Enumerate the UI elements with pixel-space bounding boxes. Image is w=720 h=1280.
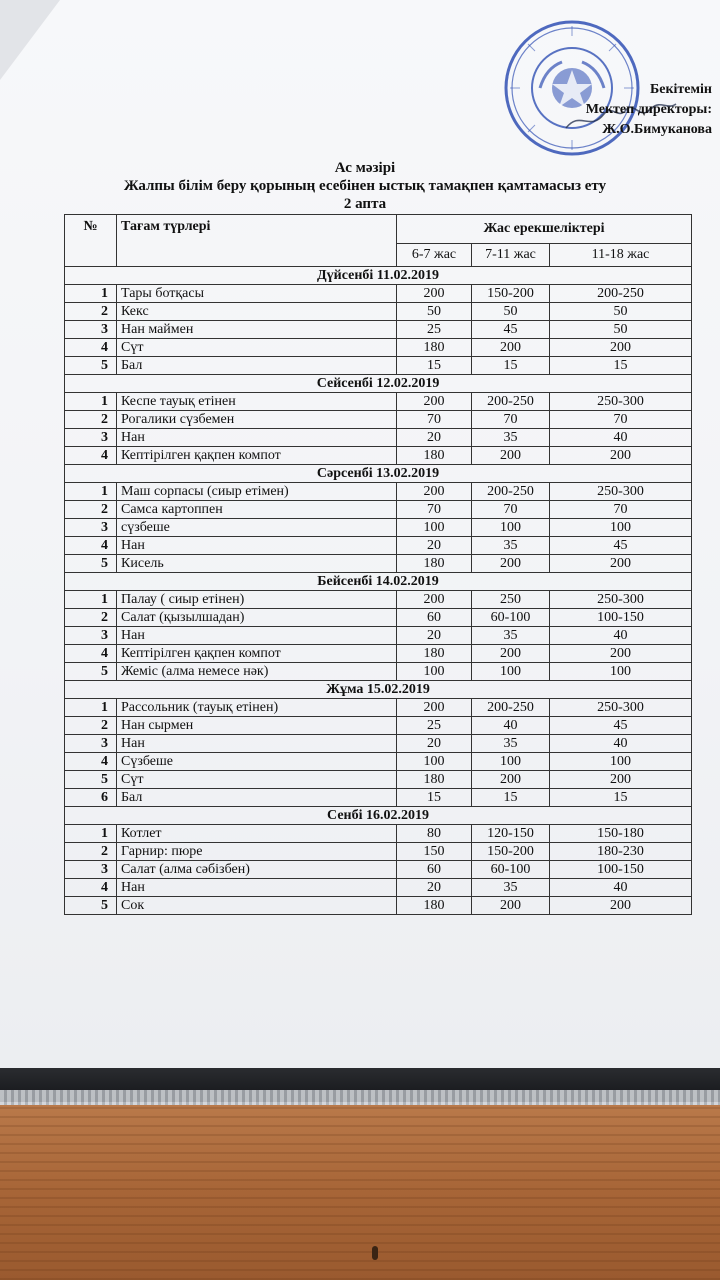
portion-11-18: 250-300 bbox=[550, 483, 692, 501]
portion-6-7: 80 bbox=[397, 825, 472, 843]
table-row bbox=[65, 537, 692, 555]
portion-7-11: 70 bbox=[472, 501, 550, 519]
day-header-row bbox=[65, 375, 692, 393]
portion-6-7: 180 bbox=[397, 339, 472, 357]
wooden-table-surface bbox=[0, 1105, 720, 1280]
table-row bbox=[65, 645, 692, 663]
portion-6-7: 60 bbox=[397, 609, 472, 627]
portion-7-11: 200-250 bbox=[472, 393, 550, 411]
portion-7-11: 50 bbox=[472, 303, 550, 321]
row-number: 4 bbox=[65, 339, 117, 357]
portion-11-18: 100-150 bbox=[550, 609, 692, 627]
dish-name: Сүт bbox=[117, 339, 397, 357]
table-row bbox=[65, 753, 692, 771]
row-number: 5 bbox=[65, 555, 117, 573]
table-row bbox=[65, 717, 692, 735]
portion-7-11: 200 bbox=[472, 555, 550, 573]
row-number: 4 bbox=[65, 447, 117, 465]
table-row bbox=[65, 555, 692, 573]
portion-7-11: 100 bbox=[472, 663, 550, 681]
portion-7-11: 200-250 bbox=[472, 699, 550, 717]
portion-7-11: 35 bbox=[472, 735, 550, 753]
portion-11-18: 100 bbox=[550, 663, 692, 681]
row-number: 1 bbox=[65, 699, 117, 717]
portion-7-11: 200 bbox=[472, 897, 550, 915]
portion-6-7: 150 bbox=[397, 843, 472, 861]
row-number: 1 bbox=[65, 825, 117, 843]
row-number: 3 bbox=[65, 735, 117, 753]
portion-11-18: 180-230 bbox=[550, 843, 692, 861]
table-row bbox=[65, 663, 692, 681]
document-subtitle: Жалпы білім беру қорының есебінен ыстық тамақпен қамтамасыз ету bbox=[123, 178, 607, 194]
day-label: Сәрсенбі 13.02.2019 bbox=[65, 465, 692, 483]
dish-name: Маш сорпасы (сиыр етімен) bbox=[117, 483, 397, 501]
portion-6-7: 25 bbox=[397, 321, 472, 339]
dish-name: Бал bbox=[117, 789, 397, 807]
dish-name: Нан bbox=[117, 735, 397, 753]
dish-name: Жеміс (алма немесе нәк) bbox=[117, 663, 397, 681]
portion-6-7: 70 bbox=[397, 501, 472, 519]
day-label: Дүйсенбі 11.02.2019 bbox=[65, 267, 692, 285]
table-row bbox=[65, 591, 692, 609]
portion-7-11: 200 bbox=[472, 447, 550, 465]
portion-6-7: 20 bbox=[397, 735, 472, 753]
portion-7-11: 35 bbox=[472, 627, 550, 645]
table-row bbox=[65, 501, 692, 519]
dish-name: Самса картоппен bbox=[117, 501, 397, 519]
portion-6-7: 180 bbox=[397, 645, 472, 663]
portion-6-7: 180 bbox=[397, 771, 472, 789]
portion-11-18: 15 bbox=[550, 357, 692, 375]
portion-7-11: 200 bbox=[472, 645, 550, 663]
portion-6-7: 180 bbox=[397, 897, 472, 915]
portion-6-7: 20 bbox=[397, 627, 472, 645]
table-row bbox=[65, 609, 692, 627]
row-number: 3 bbox=[65, 627, 117, 645]
portion-6-7: 60 bbox=[397, 861, 472, 879]
dish-name: Котлет bbox=[117, 825, 397, 843]
portion-11-18: 150-180 bbox=[550, 825, 692, 843]
portion-6-7: 200 bbox=[397, 393, 472, 411]
portion-6-7: 20 bbox=[397, 429, 472, 447]
header-age-6-7: 6-7 жас bbox=[397, 244, 472, 267]
portion-11-18: 250-300 bbox=[550, 591, 692, 609]
portion-11-18: 250-300 bbox=[550, 699, 692, 717]
day-header-row bbox=[65, 681, 692, 699]
table-row bbox=[65, 447, 692, 465]
table-row bbox=[65, 393, 692, 411]
portion-11-18: 200 bbox=[550, 447, 692, 465]
day-label: Бейсенбі 14.02.2019 bbox=[65, 573, 692, 591]
portion-11-18: 70 bbox=[550, 501, 692, 519]
dish-name: Кекс bbox=[117, 303, 397, 321]
menu-table bbox=[64, 214, 692, 915]
portion-7-11: 60-100 bbox=[472, 609, 550, 627]
row-number: 4 bbox=[65, 645, 117, 663]
table-row bbox=[65, 321, 692, 339]
week-label: 2 апта bbox=[343, 196, 387, 212]
header-dish: Тағам түрлері bbox=[117, 215, 397, 267]
portion-7-11: 150-200 bbox=[472, 843, 550, 861]
portion-6-7: 200 bbox=[397, 285, 472, 303]
day-header-row bbox=[65, 267, 692, 285]
table-row bbox=[65, 771, 692, 789]
portion-11-18: 200 bbox=[550, 897, 692, 915]
portion-7-11: 45 bbox=[472, 321, 550, 339]
portion-7-11: 35 bbox=[472, 537, 550, 555]
table-row bbox=[65, 285, 692, 303]
portion-7-11: 15 bbox=[472, 357, 550, 375]
row-number: 2 bbox=[65, 609, 117, 627]
portion-6-7: 50 bbox=[397, 303, 472, 321]
header-no: № bbox=[65, 215, 117, 267]
table-row bbox=[65, 339, 692, 357]
row-number: 3 bbox=[65, 321, 117, 339]
table-row bbox=[65, 699, 692, 717]
table-row bbox=[65, 627, 692, 645]
portion-7-11: 120-150 bbox=[472, 825, 550, 843]
portion-6-7: 100 bbox=[397, 753, 472, 771]
portion-6-7: 25 bbox=[397, 717, 472, 735]
folded-corner bbox=[0, 0, 60, 80]
day-header-row bbox=[65, 573, 692, 591]
table-row bbox=[65, 861, 692, 879]
dish-name: Кептірілген қақпен компот bbox=[117, 447, 397, 465]
row-number: 3 bbox=[65, 861, 117, 879]
dish-name: Нан маймен bbox=[117, 321, 397, 339]
dish-name: Сүзбеше bbox=[117, 753, 397, 771]
row-number: 2 bbox=[65, 843, 117, 861]
portion-11-18: 40 bbox=[550, 627, 692, 645]
dish-name: Гарнир: пюре bbox=[117, 843, 397, 861]
portion-11-18: 50 bbox=[550, 321, 692, 339]
row-number: 5 bbox=[65, 897, 117, 915]
row-number: 2 bbox=[65, 717, 117, 735]
dish-name: Кептірілген қақпен компот bbox=[117, 645, 397, 663]
portion-11-18: 40 bbox=[550, 429, 692, 447]
row-number: 1 bbox=[65, 591, 117, 609]
header-age-7-11: 7-11 жас bbox=[472, 244, 550, 267]
portion-11-18: 200 bbox=[550, 339, 692, 357]
portion-7-11: 200-250 bbox=[472, 483, 550, 501]
portion-11-18: 100-150 bbox=[550, 861, 692, 879]
approval-line-1: Бекітемін bbox=[649, 82, 712, 97]
portion-6-7: 200 bbox=[397, 483, 472, 501]
day-header-row bbox=[65, 807, 692, 825]
portion-7-11: 35 bbox=[472, 879, 550, 897]
table-row bbox=[65, 519, 692, 537]
row-number: 3 bbox=[65, 519, 117, 537]
row-number: 1 bbox=[65, 393, 117, 411]
row-number: 5 bbox=[65, 771, 117, 789]
portion-11-18: 50 bbox=[550, 303, 692, 321]
portion-6-7: 180 bbox=[397, 447, 472, 465]
portion-6-7: 200 bbox=[397, 591, 472, 609]
day-header-row bbox=[65, 465, 692, 483]
table-row bbox=[65, 429, 692, 447]
day-label: Жұма 15.02.2019 bbox=[65, 681, 692, 699]
row-number: 1 bbox=[65, 483, 117, 501]
portion-6-7: 15 bbox=[397, 357, 472, 375]
portion-7-11: 15 bbox=[472, 789, 550, 807]
dish-name: Салат (қызылшадан) bbox=[117, 609, 397, 627]
portion-11-18: 70 bbox=[550, 411, 692, 429]
portion-6-7: 15 bbox=[397, 789, 472, 807]
portion-7-11: 150-200 bbox=[472, 285, 550, 303]
approval-line-2: Мектеп директоры: bbox=[585, 102, 712, 117]
portion-7-11: 35 bbox=[472, 429, 550, 447]
row-number: 1 bbox=[65, 285, 117, 303]
table-row bbox=[65, 303, 692, 321]
row-number: 3 bbox=[65, 429, 117, 447]
portion-11-18: 45 bbox=[550, 537, 692, 555]
portion-11-18: 40 bbox=[550, 879, 692, 897]
dish-name: Салат (алма сәбізбен) bbox=[117, 861, 397, 879]
table-row bbox=[65, 843, 692, 861]
portion-6-7: 200 bbox=[397, 699, 472, 717]
dish-name: Палау ( сиыр етінен) bbox=[117, 591, 397, 609]
portion-7-11: 40 bbox=[472, 717, 550, 735]
dish-name: Рогалики сүзбемен bbox=[117, 411, 397, 429]
row-number: 6 bbox=[65, 789, 117, 807]
approval-block bbox=[556, 80, 712, 140]
table-row bbox=[65, 357, 692, 375]
table-row bbox=[65, 735, 692, 753]
table-row bbox=[65, 483, 692, 501]
portion-6-7: 70 bbox=[397, 411, 472, 429]
dish-name: Сүт bbox=[117, 771, 397, 789]
wood-knot bbox=[372, 1246, 378, 1260]
dish-name: Нан bbox=[117, 537, 397, 555]
table-row bbox=[65, 825, 692, 843]
row-number: 4 bbox=[65, 879, 117, 897]
dish-name: Кеспе тауық етінен bbox=[117, 393, 397, 411]
dish-name: Сок bbox=[117, 897, 397, 915]
row-number: 4 bbox=[65, 537, 117, 555]
menu-table-header bbox=[65, 215, 692, 267]
row-number: 4 bbox=[65, 753, 117, 771]
portion-11-18: 200-250 bbox=[550, 285, 692, 303]
row-number: 2 bbox=[65, 303, 117, 321]
portion-11-18: 200 bbox=[550, 555, 692, 573]
table-row bbox=[65, 789, 692, 807]
row-number: 5 bbox=[65, 663, 117, 681]
portion-6-7: 20 bbox=[397, 537, 472, 555]
dish-name: Рассольник (тауық етінен) bbox=[117, 699, 397, 717]
portion-7-11: 70 bbox=[472, 411, 550, 429]
portion-6-7: 100 bbox=[397, 519, 472, 537]
portion-11-18: 200 bbox=[550, 771, 692, 789]
portion-6-7: 100 bbox=[397, 663, 472, 681]
day-label: Сейсенбі 12.02.2019 bbox=[65, 375, 692, 393]
row-number: 5 bbox=[65, 357, 117, 375]
day-label: Сенбі 16.02.2019 bbox=[65, 807, 692, 825]
dish-name: Нан bbox=[117, 879, 397, 897]
portion-7-11: 250 bbox=[472, 591, 550, 609]
header-age-11-18: 11-18 жас bbox=[550, 244, 692, 267]
row-number: 2 bbox=[65, 501, 117, 519]
dish-name: Нан сырмен bbox=[117, 717, 397, 735]
portion-11-18: 40 bbox=[550, 735, 692, 753]
portion-6-7: 180 bbox=[397, 555, 472, 573]
portion-11-18: 100 bbox=[550, 519, 692, 537]
portion-11-18: 200 bbox=[550, 645, 692, 663]
portion-7-11: 100 bbox=[472, 753, 550, 771]
dish-name: Нан bbox=[117, 429, 397, 447]
dish-name: Кисель bbox=[117, 555, 397, 573]
dish-name: сүзбеше bbox=[117, 519, 397, 537]
portion-7-11: 100 bbox=[472, 519, 550, 537]
approval-line-3: Ж.О.Бимуканова bbox=[602, 122, 712, 137]
portion-6-7: 20 bbox=[397, 879, 472, 897]
table-row bbox=[65, 897, 692, 915]
dish-name: Тары ботқасы bbox=[117, 285, 397, 303]
document-title: Ас мәзірі bbox=[334, 160, 396, 176]
portion-7-11: 200 bbox=[472, 339, 550, 357]
menu-table-body bbox=[65, 267, 692, 915]
table-row bbox=[65, 411, 692, 429]
portion-11-18: 100 bbox=[550, 753, 692, 771]
portion-11-18: 250-300 bbox=[550, 393, 692, 411]
dish-name: Бал bbox=[117, 357, 397, 375]
portion-7-11: 200 bbox=[472, 771, 550, 789]
header-age-group: Жас ерекшеліктері bbox=[397, 215, 692, 244]
portion-11-18: 15 bbox=[550, 789, 692, 807]
table-row bbox=[65, 879, 692, 897]
dish-name: Нан bbox=[117, 627, 397, 645]
portion-11-18: 45 bbox=[550, 717, 692, 735]
row-number: 2 bbox=[65, 411, 117, 429]
portion-7-11: 60-100 bbox=[472, 861, 550, 879]
